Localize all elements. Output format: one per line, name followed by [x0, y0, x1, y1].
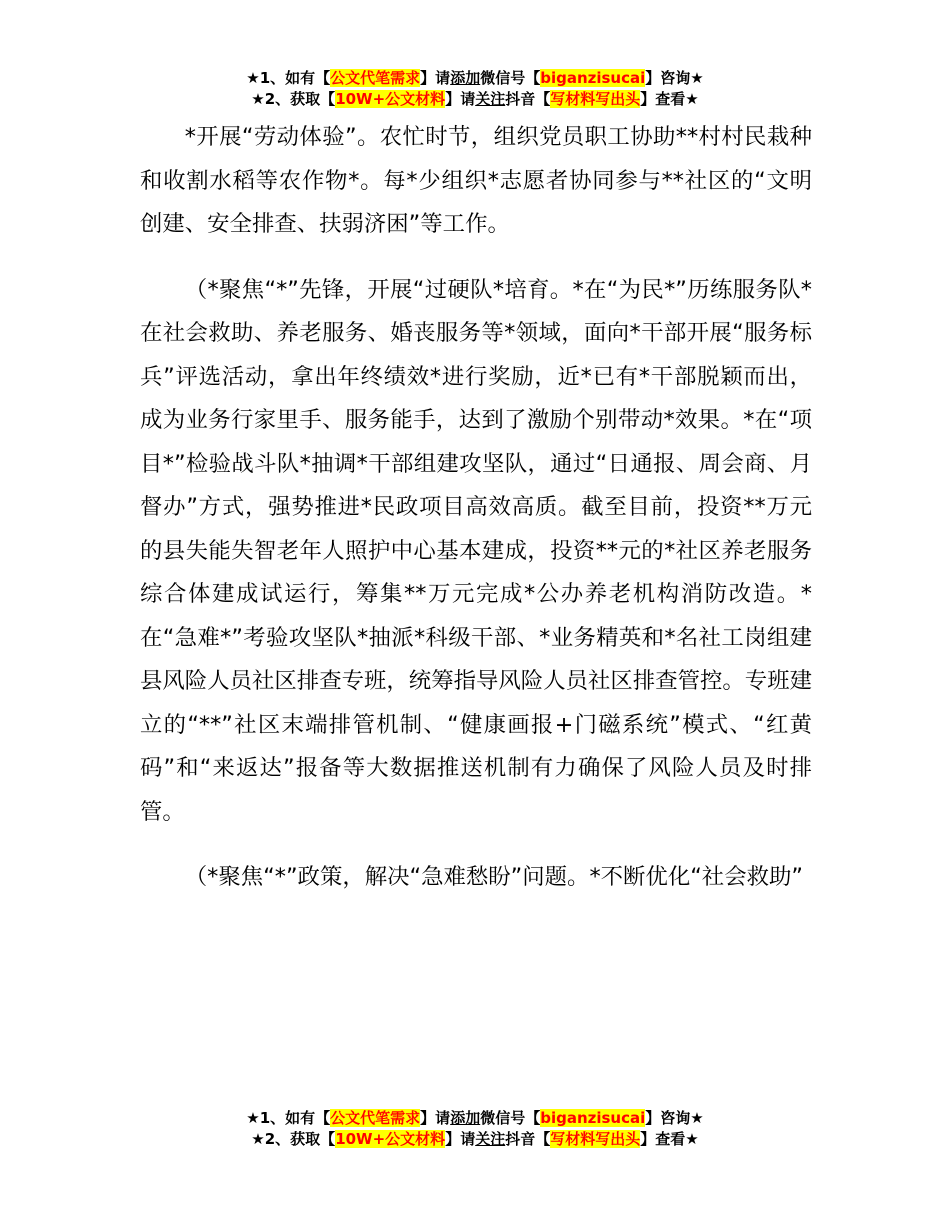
document-body	[140, 116, 812, 900]
header-line-2	[0, 89, 950, 110]
highlight-service: 公文代笔需求	[330, 69, 421, 87]
header-text: 微信号【	[480, 69, 541, 87]
header-banner	[0, 68, 950, 110]
highlight-materials: 10W+公文材料	[335, 1130, 446, 1148]
highlight-materials: 10W+公文材料	[335, 90, 446, 108]
header-text-underlined: 关注	[475, 90, 506, 108]
footer-text: ★2、获取【	[251, 1130, 336, 1148]
footer-text: 】请	[445, 1130, 476, 1148]
footer-text-underlined: 关注	[475, 1130, 506, 1148]
header-line-1	[0, 68, 950, 89]
highlight-wechat-id: biganzisucai	[540, 1109, 646, 1127]
paragraph-2: （*聚焦“*”先锋，开展“过硬队*培育。*在“为民*”历练服务队*在社会救助、养老服务、婚丧服务等*领域，面向*干部开展“服务标兵”评选活动，拿出年终绩效*进行奖励，近*已有*干部脱颖而出，成为业务行家里手、服务能手，达到了激励个别带动*效果。*在“项目*”检验战斗队*抽调*干部组建攻坚队，通过“日通报、周会商、月督办”方式，强势推进*民政项目高效高质。截至目前，投资**万元的县失能失智老年人照护中心基本建成，投资**元的*社区养老服务综合体建成试运行，筹集**万元完成*公办养老机构消防改造。*在“急难*”考验攻坚队*抽派*科级干部、*业务精英和*名社工岗组建县风险人员社区排查专班，统筹指导风险人员社区排查管控。专班建立的“**”社区末端排管机制、“健康画报+门磁系统”模式、“红黄码”和“来返达”报备等大数据推送机制有力确保了风险人员及时排管。	[140, 276, 812, 825]
header-text: ★2、获取【	[251, 90, 336, 108]
footer-text: 】请	[420, 1109, 451, 1127]
header-text-underlined: 添加	[450, 69, 481, 87]
highlight-douyin: 写材料写出头	[550, 90, 641, 108]
paragraph-1: *开展“劳动体验”。农忙时节，组织党员职工协助**村村民栽种和收割水稻等农作物*。每*少组织*志愿者协同参与**社区的“文明创建、安全排查、扶弱济困”等工作。	[140, 124, 812, 237]
header-text: ★1、如有【	[246, 69, 331, 87]
highlight-douyin: 写材料写出头	[550, 1130, 641, 1148]
highlight-wechat-id: biganzisucai	[540, 69, 646, 87]
footer-text: 微信号【	[480, 1109, 541, 1127]
footer-banner	[0, 1108, 950, 1150]
footer-text: 】查看★	[640, 1130, 699, 1148]
header-text: 】查看★	[640, 90, 699, 108]
footer-line-1	[0, 1108, 950, 1129]
header-text: 】请	[445, 90, 476, 108]
header-text: 】咨询★	[645, 69, 704, 87]
header-text: 抖音【	[505, 90, 551, 108]
paragraph-3: （*聚焦“*”政策，解决“急难愁盼”问题。*不断优化“社会救助”	[184, 864, 803, 890]
footer-text: 抖音【	[505, 1130, 551, 1148]
footer-text-underlined: 添加	[450, 1109, 481, 1127]
footer-text: 】咨询★	[645, 1109, 704, 1127]
footer-text: ★1、如有【	[246, 1109, 331, 1127]
footer-line-2	[0, 1129, 950, 1150]
highlight-service: 公文代笔需求	[330, 1109, 421, 1127]
header-text: 】请	[420, 69, 451, 87]
